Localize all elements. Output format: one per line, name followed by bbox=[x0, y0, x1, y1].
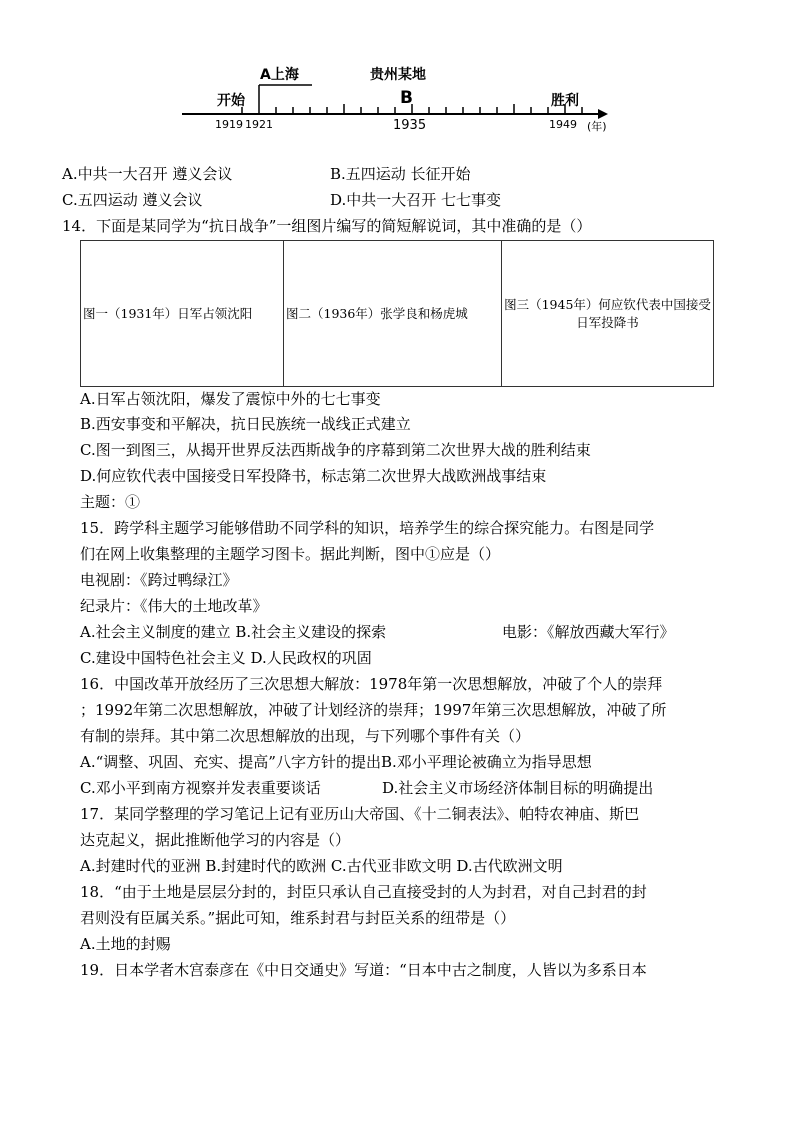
q14-cell-2: 图二（1936年）张学良和杨虎城 bbox=[284, 241, 502, 387]
q14-picture-table bbox=[80, 240, 714, 387]
timeline-year-1935: 1935 bbox=[393, 118, 427, 133]
q16-option-c: C.邓小平到南方视察并发表重要谈话 bbox=[80, 779, 321, 797]
q14-stem: 14．下面是某同学为“抗日战争”一组图片编写的简短解说词，其中准确的是（） bbox=[62, 217, 592, 235]
q17-stem-line2: 达克起义，据此推断他学习的内容是（） bbox=[80, 831, 351, 849]
q14-option-b: B.西安事变和平解决，抗日民族统一战线正式建立 bbox=[80, 415, 411, 433]
q15-option-cd: C.建设中国特色社会主义 D.人民政权的巩固 bbox=[80, 649, 372, 667]
q18-stem-line1: 18．“由于土地是层层分封的，封臣只承认自己直接受封的人为封君，对自己封君的封 bbox=[80, 883, 647, 901]
q16-stem-line2: ；1992年第二次思想解放，冲破了计划经济的崇拜；1997年第三次思想解放，冲破了所 bbox=[80, 701, 667, 719]
timeline-year-1921: 1921 bbox=[245, 118, 273, 131]
timeline-figure bbox=[0, 0, 793, 140]
q15-stem-line2: 们在网上收集整理的主题学习图卡。据此判断，图中①应是（） bbox=[80, 545, 501, 563]
timeline-label-start: 开始 bbox=[217, 93, 245, 109]
timeline-year-1949: 1949 bbox=[549, 118, 577, 131]
q19-stem-line1: 19．日本学者木宫泰彦在《中日交通史》写道：“日本中古之制度，人皆以为多系日本 bbox=[80, 961, 647, 979]
q14-cell-1: 图一（1931年）日军占领沈阳 bbox=[81, 241, 284, 387]
q16-option-ab: A.“调整、巩固、充实、提高”八字方针的提出B.邓小平理论被确立为指导思想 bbox=[80, 753, 592, 771]
q16-option-d: D.社会主义市场经济体制目标的明确提出 bbox=[382, 779, 654, 797]
timeline-label-b: B bbox=[400, 88, 413, 108]
q14-option-a: A.日军占领沈阳，爆发了震惊中外的七七事变 bbox=[80, 390, 381, 408]
q13-option-a: A.中共一大召开 遵义会议 bbox=[62, 165, 233, 183]
q13-option-c: C.五四运动 遵义会议 bbox=[62, 191, 203, 209]
q14-cell-3: 图三（1945年）何应钦代表中国接受日军投降书 bbox=[502, 241, 714, 387]
q14-option-d: D.何应钦代表中国接受日军投降书，标志第二次世界大战欧洲战事结束 bbox=[80, 467, 547, 485]
timeline-label-a: A上海 bbox=[260, 67, 299, 83]
q13-option-d: D.中共一大召开 七七事变 bbox=[330, 191, 502, 209]
timeline-label-place: 贵州某地 bbox=[370, 67, 426, 83]
q15-movie: 电影：《解放西藏大军行》 bbox=[502, 623, 675, 641]
q17-stem-line1: 17．某同学整理的学习笔记上记有亚历山大帝国、《十二铜表法》、帕特农神庙、斯巴 bbox=[80, 805, 640, 823]
timeline-label-victory: 胜利 bbox=[551, 93, 579, 109]
q17-options: A.封建时代的亚洲 B.封建时代的欧洲 C.古代亚非欧文明 D.古代欧洲文明 bbox=[80, 857, 563, 875]
q15-stem-line1: 15．跨学科主题学习能够借助不同学科的知识，培养学生的综合探究能力。右图是同学 bbox=[80, 519, 655, 537]
q14-option-c: C.图一到图三，从揭开世界反法西斯战争的序幕到第二次世界大战的胜利结束 bbox=[80, 441, 591, 459]
timeline-year-1919: 1919 bbox=[215, 118, 243, 131]
q18-option-a: A.土地的封赐 bbox=[80, 935, 171, 953]
timeline-unit: (年) bbox=[587, 120, 607, 133]
q13-option-b: B.五四运动 长征开始 bbox=[330, 165, 471, 183]
q15-tv: 电视剧：《跨过鸭绿江》 bbox=[80, 571, 238, 589]
q15-theme: 主题：① bbox=[80, 493, 141, 511]
q16-stem-line1: 16．中国改革开放经历了三次思想大解放：1978年第一次思想解放，冲破了个人的崇拜 bbox=[80, 675, 663, 693]
q15-documentary: 纪录片：《伟大的土地改革》 bbox=[80, 597, 268, 615]
q15-option-ab: A.社会主义制度的建立 B.社会主义建设的探索 bbox=[80, 623, 387, 641]
q16-stem-line3: 有制的崇拜。其中第二次思想解放的出现，与下列哪个事件有关（） bbox=[80, 727, 531, 745]
q18-stem-line2: 君则没有臣属关系。”据此可知，维系封君与封臣关系的纽带是（） bbox=[80, 909, 516, 927]
